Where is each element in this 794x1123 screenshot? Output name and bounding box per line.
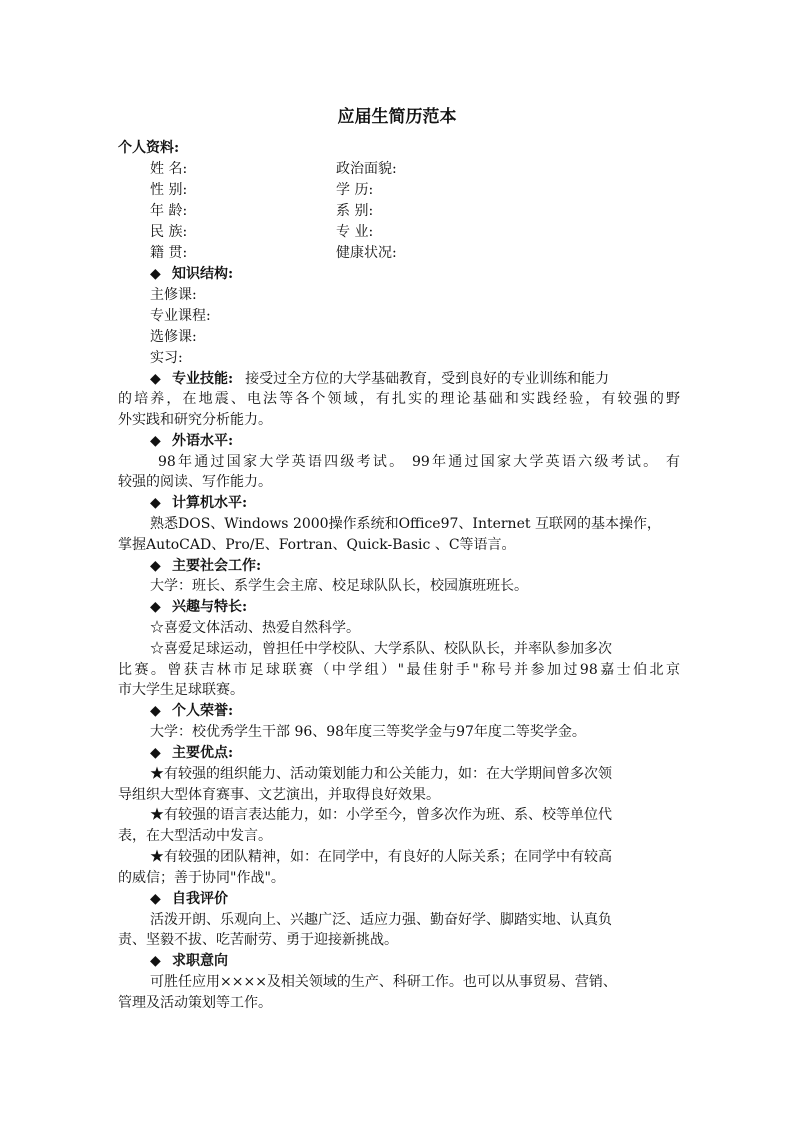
strengths-line: 表，在大型活动中发言。 bbox=[118, 828, 272, 844]
language-line: 较强的阅读、写作能力。 bbox=[118, 474, 272, 490]
section-strengths-heading bbox=[150, 743, 680, 763]
section-computer-heading bbox=[150, 493, 680, 513]
section-honors-heading bbox=[150, 701, 680, 721]
section-objective-heading bbox=[150, 951, 680, 971]
heading-text: 兴趣与特长: bbox=[172, 599, 248, 615]
section-self-eval-heading bbox=[150, 889, 680, 909]
field-gender: 性 别: bbox=[150, 182, 188, 198]
field-political-status: 政治面貌: bbox=[336, 161, 397, 177]
personal-row-3 bbox=[0, 201, 794, 221]
knowledge-item: 选修课: bbox=[150, 329, 197, 345]
field-native-place: 籍 贯: bbox=[150, 245, 188, 261]
diamond-bullet-icon: ◆ bbox=[150, 433, 161, 449]
honors-line: 大学：校优秀学生干部 96、98年度三等奖学金与97年度二等奖学金。 bbox=[150, 724, 586, 740]
knowledge-item: 实习: bbox=[150, 350, 183, 366]
diamond-bullet-icon: ◆ bbox=[150, 371, 161, 387]
diamond-bullet-icon: ◆ bbox=[150, 745, 161, 761]
strengths-line: ★有较强的团队精神，如：在同学中，有良好的人际关系；在同学中有较高 bbox=[150, 849, 612, 865]
strengths-line: 导组织大型体育赛事、文艺演出，并取得良好效果。 bbox=[118, 787, 440, 803]
skills-line: 的培养，在地震、电法等各个领域，有扎实的理论基础和实践经验，有较强的野 bbox=[118, 391, 680, 407]
personal-row-2 bbox=[0, 180, 794, 200]
computer-line: 熟悉DOS、Windows 2000操作系统和Office97、Internet 互联网的基本操作， bbox=[150, 516, 661, 532]
field-health: 健康状况: bbox=[336, 245, 397, 261]
heading-text: 求职意向 bbox=[172, 953, 228, 969]
strengths-line: ★有较强的组织能力、活动策划能力和公关能力，如：在大学期间曾多次领 bbox=[150, 766, 612, 782]
heading-text: 专业技能: bbox=[172, 371, 234, 387]
skills-text: 接受过全方位的大学基础教育，受到良好的专业训练和能力 bbox=[245, 371, 610, 387]
objective-line: 管理及活动策划等工作。 bbox=[118, 995, 272, 1011]
heading-text: 自我评价 bbox=[172, 891, 228, 907]
hobbies-line: 市大学生足球联赛。 bbox=[118, 682, 244, 698]
personal-heading: 个人资料: bbox=[118, 140, 180, 156]
section-knowledge-heading bbox=[150, 264, 680, 284]
personal-row-4 bbox=[0, 222, 794, 242]
computer-line: 掌握AutoCAD、Pro/E、Fortran、Quick-Basic 、C等语言。 bbox=[118, 537, 516, 553]
skills-line: 外实践和研究分析能力。 bbox=[118, 412, 272, 428]
diamond-bullet-icon: ◆ bbox=[150, 495, 161, 511]
heading-text: 计算机水平: bbox=[172, 495, 248, 511]
field-ethnicity: 民 族: bbox=[150, 224, 188, 240]
strengths-line: ★有较强的语言表达能力，如：小学至今，曾多次作为班、系、校等单位代 bbox=[150, 807, 612, 823]
heading-text: 个人荣誉: bbox=[172, 703, 234, 719]
diamond-bullet-icon: ◆ bbox=[150, 558, 161, 574]
field-department: 系 别: bbox=[336, 203, 374, 219]
self-eval-line: 责、坚毅不拔、吃苦耐劳、勇于迎接新挑战。 bbox=[118, 932, 398, 948]
hobbies-line: 比赛。曾获吉林市足球联赛（中学组）"最佳射手"称号并参加过98嘉士伯北京 bbox=[118, 662, 680, 678]
strengths-line: 的威信；善于协同"作战"。 bbox=[118, 870, 285, 886]
language-line: 98年通过国家大学英语四级考试。 99年通过国家大学英语六级考试。 有 bbox=[158, 454, 680, 470]
field-major: 专 业: bbox=[336, 224, 374, 240]
field-age: 年 龄: bbox=[150, 203, 188, 219]
heading-text: 知识结构: bbox=[172, 266, 234, 282]
diamond-bullet-icon: ◆ bbox=[150, 953, 161, 969]
field-education: 学 历: bbox=[336, 182, 374, 198]
field-name: 姓 名: bbox=[150, 161, 188, 177]
diamond-bullet-icon: ◆ bbox=[150, 599, 161, 615]
section-hobbies-heading bbox=[150, 597, 680, 617]
diamond-bullet-icon: ◆ bbox=[150, 891, 161, 907]
social-line: 大学：班长、系学生会主席、校足球队队长，校园旗班班长。 bbox=[150, 578, 528, 594]
knowledge-item: 专业课程: bbox=[150, 308, 211, 324]
personal-row-1 bbox=[0, 159, 794, 179]
section-language-heading bbox=[150, 431, 680, 451]
diamond-bullet-icon: ◆ bbox=[150, 703, 161, 719]
section-skills bbox=[150, 369, 680, 389]
hobbies-line: ☆喜爱文体活动、热爱自然科学。 bbox=[150, 620, 360, 636]
heading-text: 外语水平: bbox=[172, 433, 234, 449]
self-eval-line: 活泼开朗、乐观向上、兴趣广泛、适应力强、勤奋好学、脚踏实地、认真负 bbox=[150, 912, 612, 928]
section-social-heading bbox=[150, 556, 680, 576]
personal-row-5 bbox=[0, 243, 794, 263]
hobbies-line: ☆喜爱足球运动，曾担任中学校队、大学系队、校队队长，并率队参加多次 bbox=[150, 641, 612, 657]
heading-text: 主要优点: bbox=[172, 745, 234, 761]
page-title: 应届生简历范本 bbox=[337, 107, 457, 127]
knowledge-item: 主修课: bbox=[150, 287, 197, 303]
objective-line: 可胜任应用××××及相关领域的生产、科研工作。也可以从事贸易、营销、 bbox=[150, 974, 617, 990]
diamond-bullet-icon: ◆ bbox=[150, 266, 161, 282]
heading-text: 主要社会工作: bbox=[172, 558, 262, 574]
